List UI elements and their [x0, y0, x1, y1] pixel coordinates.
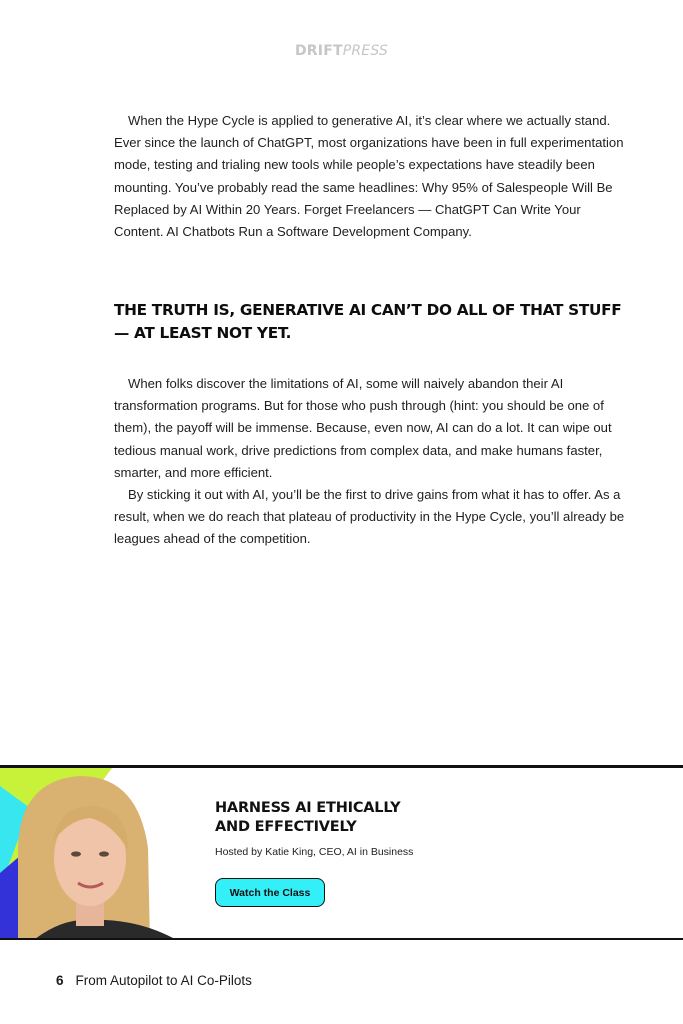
- host-portrait: [0, 768, 200, 940]
- promo-host-line: Hosted by Katie King, CEO, AI in Business: [215, 846, 414, 858]
- publisher-logo: [0, 43, 683, 59]
- promo-title-line-2: AND EFFECTIVELY: [215, 819, 357, 835]
- page-footer: [56, 973, 252, 988]
- brand-bold: DRIFT: [294, 43, 343, 59]
- promo-title: [215, 799, 400, 837]
- promo-title-line-1: HARNESS AI ETHICALLY: [215, 800, 401, 816]
- document-title: From Autopilot to AI Co-Pilots: [75, 973, 252, 988]
- page-number: 6: [56, 973, 64, 988]
- brand-light: PRESS: [342, 43, 389, 59]
- paragraph-2: When folks discover the limitations of AI, some will naively abandon their AI transformation programs. But for those who push through (hint: you should be one of them), the payoff will be immense. Because, even now, AI can do a lot. It can wipe out tedious manual work, drive predictions from complex data, and make humans faster, smarter, and more efficient.: [114, 376, 612, 480]
- pull-quote: THE TRUTH IS, GENERATIVE AI CAN’T DO ALL OF THAT STUFF — AT LEAST NOT YET.: [114, 301, 622, 342]
- paragraph-1: When the Hype Cycle is applied to generative AI, it’s clear where we actually stand. Ever since the launch of ChatGPT, most organizations have been in full experimentation mode, testing and trialing new tools while people’s expectations have steadily been mounting. You’ve probably read the same headlines: Why 95% of Salespeople Will Be Replaced by AI Within 20 Years. Forget Freelancers — ChatGPT Can Write Your Content. AI Chatbots Run a Software Development Company.: [114, 113, 624, 240]
- paragraph-3: By sticking it out with AI, you’ll be the first to drive gains from what it has to offer. As a result, when we do reach that plateau of productivity in the Hype Cycle, you’ll already be leagues ahead of the competition.: [114, 487, 625, 547]
- body-section-2: [114, 373, 626, 551]
- body-section-1: [114, 110, 626, 243]
- watch-class-button[interactable]: Watch the Class: [215, 878, 325, 907]
- promo-banner: [0, 765, 683, 940]
